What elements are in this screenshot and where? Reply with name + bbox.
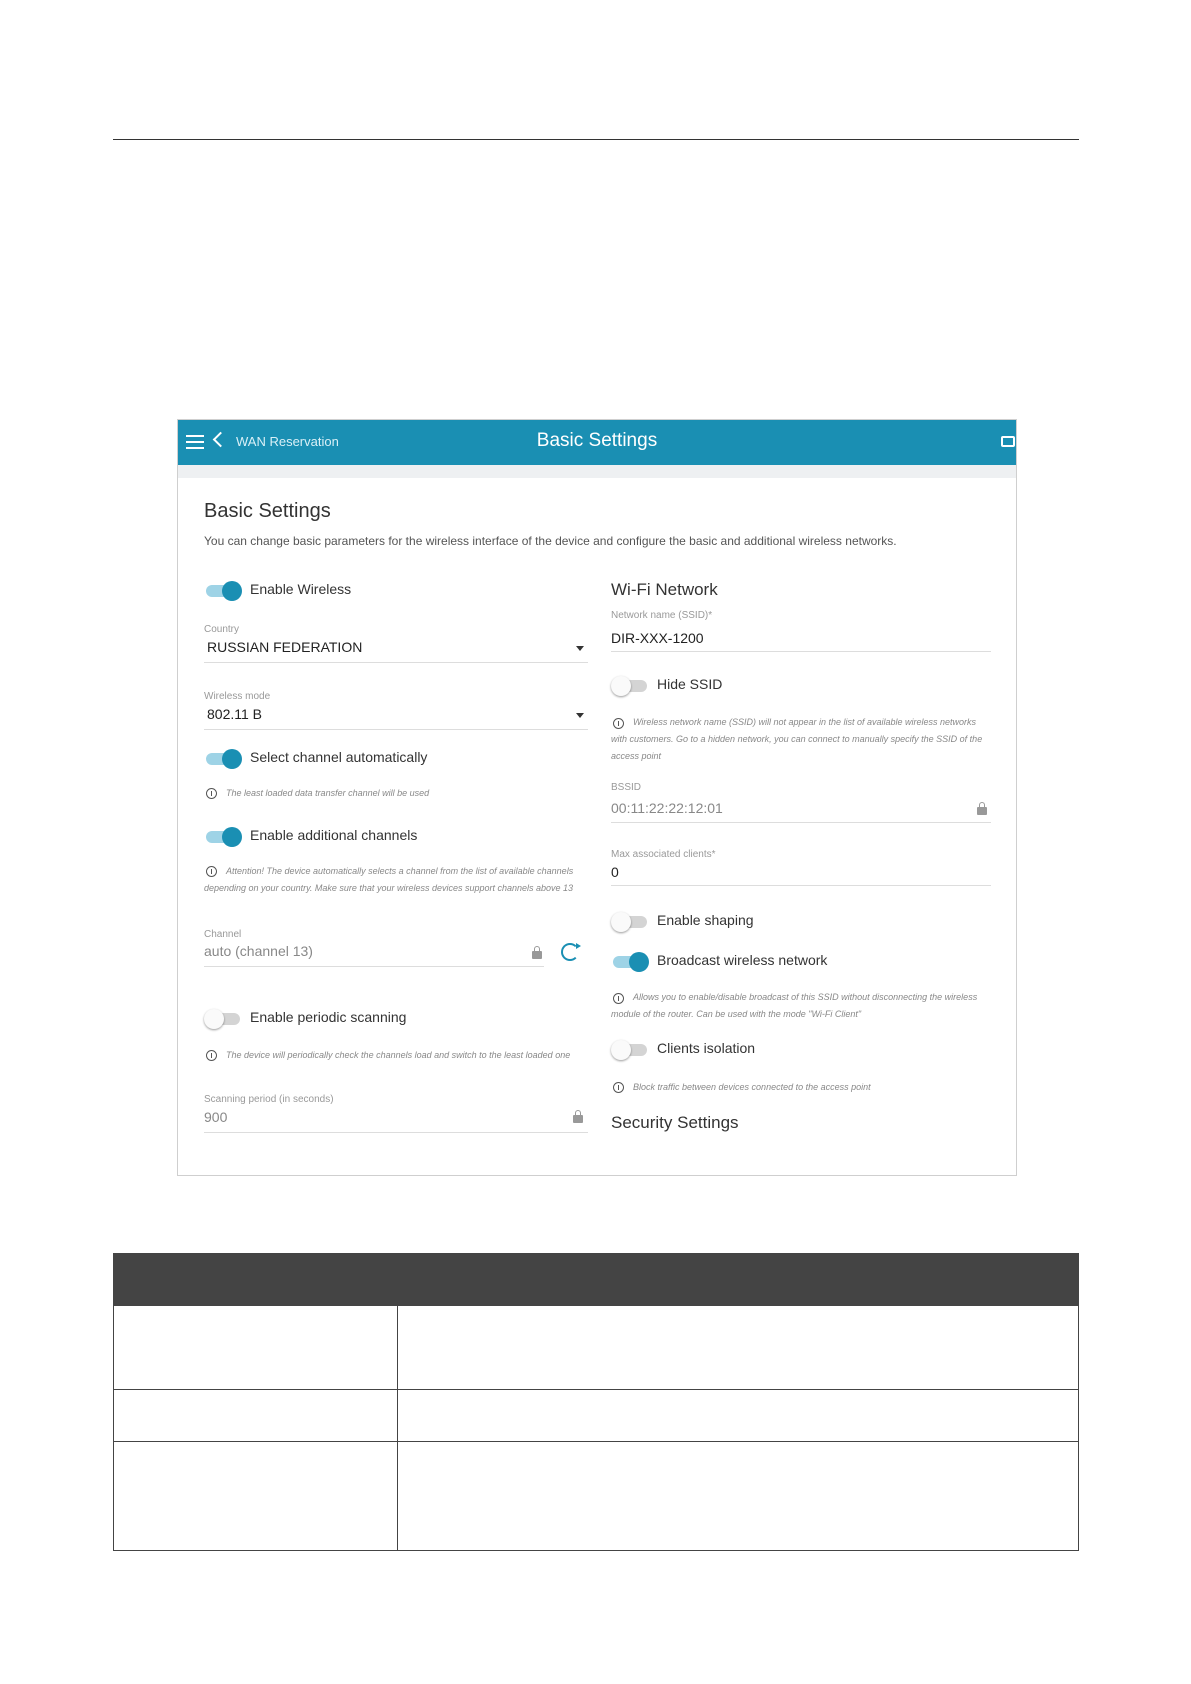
broadcast-hint: Allows you to enable/disable broadcast of this SSID without disconnecting the wireless module of the router. Can be used with the mode "Wi-Fi Client": [611, 992, 978, 1019]
enable-wireless-toggle[interactable]: [206, 585, 240, 597]
select-channel-auto-label: Select channel automatically: [250, 749, 428, 765]
hide-ssid-toggle[interactable]: [613, 680, 647, 692]
clients-isolation-label: Clients isolation: [657, 1040, 756, 1056]
broadcast-label: Broadcast wireless network: [657, 952, 828, 968]
table-row: [114, 1442, 1079, 1551]
settings-screenshot: [177, 419, 1017, 1176]
top-bar: [178, 420, 1016, 465]
periodic-scanning-label: Enable periodic scanning: [250, 1009, 407, 1025]
channel-field: auto (channel 13): [204, 943, 313, 959]
page-title: Basic Settings: [536, 430, 658, 451]
scanning-period-field: 900: [204, 1109, 228, 1125]
info-icon: [206, 788, 217, 799]
table-cell: [398, 1390, 1079, 1442]
chevron-down-icon[interactable]: [576, 713, 584, 718]
enable-shaping-toggle[interactable]: [613, 916, 647, 928]
refresh-icon[interactable]: [561, 943, 579, 961]
ssid-input[interactable]: DIR-XXX-1200: [611, 630, 704, 646]
parameters-table: [113, 1253, 1079, 1551]
table-header-cell: [398, 1254, 1079, 1306]
table-header-cell: [114, 1254, 398, 1306]
enable-additional-channels-toggle[interactable]: [206, 831, 240, 843]
table-row: [114, 1306, 1079, 1390]
table-header-row: [114, 1254, 1079, 1306]
country-select[interactable]: RUSSIAN FEDERATION: [207, 639, 363, 655]
scanning-period-label: Scanning period (in seconds): [204, 1094, 334, 1105]
periodic-scanning-toggle[interactable]: [206, 1013, 240, 1025]
chevron-down-icon[interactable]: [576, 646, 584, 651]
hide-ssid-hint: Wireless network name (SSID) will not appear in the list of available wireless networks with customers. Go to a hidden network, you can connect to manually specify the SSID of the access point: [611, 717, 983, 761]
channel-label: Channel: [204, 929, 242, 940]
info-icon: [613, 1082, 624, 1093]
lock-icon: [532, 951, 542, 959]
country-label: Country: [204, 624, 240, 635]
select-channel-hint: The least loaded data transfer channel will be used: [226, 788, 430, 798]
clients-isolation-hint: Block traffic between devices connected to the access point: [633, 1082, 871, 1092]
table-cell: [398, 1306, 1079, 1390]
hide-ssid-label: Hide SSID: [657, 676, 723, 692]
back-link[interactable]: WAN Reservation: [236, 434, 339, 449]
periodic-scanning-hint: The device will periodically check the channels load and switch to the least loaded one: [226, 1050, 571, 1060]
table-cell: [398, 1442, 1079, 1551]
wireless-mode-label: Wireless mode: [204, 691, 271, 702]
bssid-label: BSSID: [611, 782, 642, 793]
ssid-underline: [611, 651, 991, 652]
table-cell: [114, 1442, 398, 1551]
scanning-period-underline: [204, 1132, 588, 1133]
security-settings-title: Security Settings: [611, 1113, 739, 1132]
wireless-mode-underline: [204, 729, 588, 730]
channel-underline: [204, 966, 544, 967]
max-clients-label: Max associated clients*: [611, 849, 716, 860]
clients-isolation-toggle[interactable]: [613, 1044, 647, 1056]
max-clients-underline: [611, 885, 991, 886]
select-channel-auto-toggle[interactable]: [206, 753, 240, 765]
panel-title: Basic Settings: [204, 500, 331, 522]
table-row: [114, 1390, 1079, 1442]
max-clients-input[interactable]: 0: [611, 864, 619, 880]
lock-icon: [977, 807, 987, 815]
wifi-network-title: Wi-Fi Network: [611, 580, 718, 599]
table-cell: [114, 1390, 398, 1442]
enable-wireless-label: Enable Wireless: [250, 581, 352, 597]
additional-channels-hint: Attention! The device automatically selects a channel from the list of available channels depending on your country. Make sure that your wireless devices support channels above 13: [204, 866, 574, 893]
enable-additional-channels-label: Enable additional channels: [250, 827, 418, 843]
enable-shaping-label: Enable shaping: [657, 912, 754, 928]
panel-description: You can change basic parameters for the wireless interface of the device and configure the basic and additional wireless networks.: [204, 534, 897, 548]
lock-icon: [573, 1115, 583, 1123]
ssid-label: Network name (SSID)*: [611, 610, 713, 621]
broadcast-toggle[interactable]: [613, 956, 647, 968]
header-rule: [113, 139, 1079, 140]
bssid-underline: [611, 822, 991, 823]
wireless-mode-select[interactable]: 802.11 B: [207, 706, 263, 722]
table-cell: [114, 1306, 398, 1390]
bssid-field: 00:11:22:22:12:01: [611, 800, 723, 816]
settings-panel: [178, 478, 1016, 1176]
country-underline: [204, 662, 588, 663]
mail-icon[interactable]: [1001, 436, 1015, 447]
